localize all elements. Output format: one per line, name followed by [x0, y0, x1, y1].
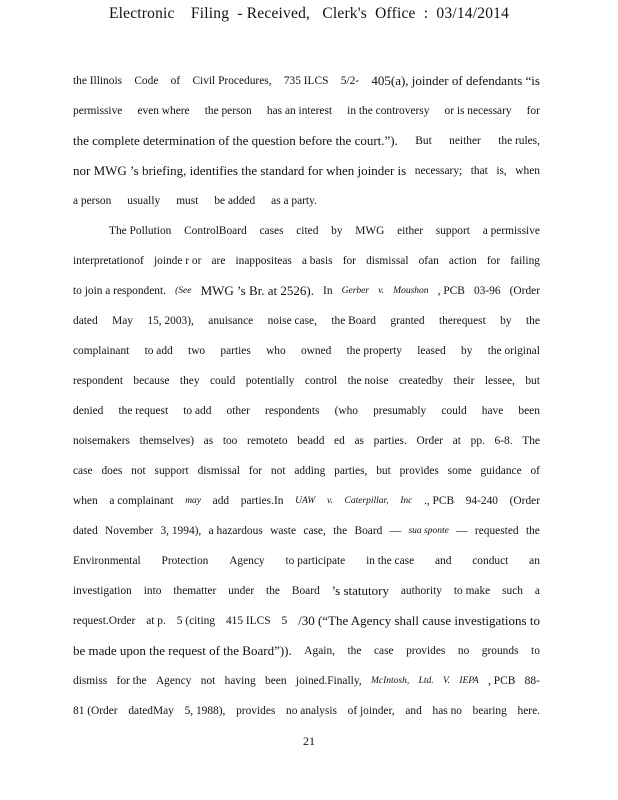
text-line: [73, 494, 540, 508]
text-run: not: [270, 465, 286, 477]
text-run: case: [373, 645, 394, 657]
text-run: thematter: [173, 585, 217, 597]
text-run: grounds: [481, 645, 519, 657]
text-line: [73, 584, 540, 598]
text-run: Civil Procedures,: [192, 75, 272, 87]
text-run: to participate: [285, 555, 346, 567]
text-run: In: [323, 285, 333, 297]
text-run: a basis: [301, 255, 333, 267]
text-run: as: [354, 435, 364, 447]
text-run: MWG ’s Br. at 2526).: [200, 283, 314, 298]
text-run: 3, 1994),: [160, 525, 202, 537]
text-run: support: [154, 465, 189, 477]
text-run: beadd: [297, 435, 325, 447]
text-run: is,: [496, 165, 507, 177]
text-run: the Board: [331, 315, 376, 327]
text-run: request.Order: [73, 615, 136, 627]
text-run: failing: [510, 255, 540, 267]
text-run: be made upon the request of the Board”)).: [73, 643, 292, 658]
text-line: [73, 104, 540, 118]
text-run: ., PCB: [424, 495, 455, 507]
text-run: for: [342, 255, 356, 267]
text-line: [73, 404, 540, 418]
text-line: [73, 644, 540, 658]
text-run: the noise: [347, 375, 389, 387]
text-run: the: [266, 585, 280, 597]
text-run: conduct: [472, 555, 509, 567]
text-run: to add: [183, 405, 212, 417]
text-run: ControlBoard: [184, 225, 247, 237]
text-run: 94-240: [465, 495, 498, 507]
text-run: some: [447, 465, 472, 477]
text-run: been: [265, 675, 287, 687]
text-run: into: [143, 585, 162, 597]
text-run: that: [470, 165, 488, 177]
text-run: not: [131, 465, 146, 477]
text-run: 15, 2003),: [147, 315, 194, 327]
text-run: as: [203, 435, 214, 447]
text-run: dismissal: [366, 255, 409, 267]
text-run: granted: [390, 315, 425, 327]
text-run: 735 ILCS: [283, 75, 329, 87]
text-run: owned: [300, 345, 332, 357]
text-run: no: [457, 645, 470, 657]
text-run: not: [200, 675, 216, 687]
text-run: to join a respondent.: [73, 285, 167, 297]
text-run: Agency: [155, 675, 192, 687]
text-run: they: [179, 375, 200, 387]
text-run: authority: [400, 585, 442, 597]
text-run: dated: [73, 525, 98, 537]
text-run: waste: [270, 525, 297, 537]
text-run: no analysis: [286, 705, 337, 717]
text-run: the property: [346, 345, 402, 357]
text-run: V.: [443, 676, 450, 686]
text-run: Protection: [161, 555, 209, 567]
text-run: remoteto: [247, 435, 288, 447]
text-run: permissive: [73, 105, 123, 117]
text-run: of: [170, 75, 181, 87]
text-run: 405(a), joinder of defendants “is: [371, 73, 540, 88]
text-run: parties.: [373, 435, 407, 447]
text-run: must: [176, 195, 199, 207]
text-run: a: [534, 585, 540, 597]
text-run: Inc: [400, 496, 413, 506]
text-run: McIntosh,: [370, 676, 410, 686]
text-run: 415 ILCS: [225, 615, 271, 627]
text-run: dated: [73, 315, 98, 327]
text-run: does: [101, 465, 123, 477]
text-run: either: [397, 225, 424, 237]
text-run: who: [266, 345, 286, 357]
text-run: cases: [259, 225, 284, 237]
text-line: [73, 614, 540, 628]
text-run: under: [228, 585, 255, 597]
text-run: are: [211, 255, 226, 267]
text-run: add: [212, 495, 230, 507]
text-run: necessary;: [414, 165, 463, 177]
text-run: bearing: [472, 705, 507, 717]
text-run: a person: [73, 195, 112, 207]
text-line: [73, 194, 540, 208]
text-run: by: [461, 345, 473, 357]
text-line: [73, 74, 540, 88]
text-line: [73, 524, 540, 538]
text-run: themselves): [139, 435, 194, 447]
text-run: an: [529, 555, 540, 567]
text-run: or is necessary: [444, 105, 512, 117]
text-run: investigation: [73, 585, 132, 597]
text-run: because: [133, 375, 170, 387]
text-run: their: [453, 375, 475, 387]
text-run: a complainant: [109, 495, 174, 507]
text-run: to add: [144, 345, 173, 357]
text-run: could: [209, 375, 236, 387]
text-run: createdby: [398, 375, 444, 387]
text-run: of joinder,: [347, 705, 395, 717]
text-line: [73, 344, 540, 358]
text-run: parties.In: [240, 495, 284, 507]
text-run: interpretationof: [73, 255, 144, 267]
filing-stamp-header: Electronic Filing - Received, Clerk's Office : 03/14/2014: [108, 5, 510, 22]
text-run: for the: [116, 675, 147, 687]
text-run: but: [376, 465, 391, 477]
text-run: Board: [291, 585, 320, 597]
text-line: [73, 164, 540, 178]
text-run: the Illinois: [73, 75, 123, 87]
text-run: here.: [517, 705, 540, 717]
text-run: v.: [326, 496, 333, 506]
text-run: (Order: [509, 495, 540, 507]
text-run: sua sponte: [408, 526, 449, 536]
text-run: when: [515, 165, 540, 177]
text-run: support: [435, 225, 470, 237]
text-run: dismissal: [197, 465, 240, 477]
text-run: at p.: [146, 615, 166, 627]
text-run: to make: [453, 585, 491, 597]
text-line: [73, 704, 540, 718]
text-run: by: [500, 315, 512, 327]
page-number: 21: [303, 734, 315, 748]
text-run: —: [456, 525, 468, 537]
text-run: in the case: [366, 555, 415, 567]
text-run: potentially: [245, 375, 295, 387]
text-line: [109, 224, 540, 238]
text-run: 6-8.: [494, 435, 513, 447]
text-run: May: [112, 315, 133, 327]
text-run: Code: [134, 75, 159, 87]
text-run: 5/2-: [340, 75, 360, 87]
text-run: case: [73, 465, 93, 477]
text-line: [73, 284, 540, 298]
text-run: neither: [449, 135, 481, 147]
text-run: having: [224, 675, 256, 687]
text-run: the: [347, 645, 362, 657]
text-run: joinde r or: [153, 255, 202, 267]
text-run: respondent: [73, 375, 123, 387]
text-run: v.: [378, 286, 385, 296]
text-line: [73, 554, 540, 568]
text-run: (Order: [509, 285, 540, 297]
text-line: [73, 674, 540, 688]
text-run: has no: [432, 705, 462, 717]
text-run: Again,: [304, 645, 335, 657]
text-run: the: [525, 525, 540, 537]
text-run: provides: [236, 705, 276, 717]
text-run: a hazardous: [208, 525, 263, 537]
text-run: the original: [487, 345, 540, 357]
text-run: to: [531, 645, 540, 657]
text-run: , PCB: [437, 285, 465, 297]
text-run: for: [526, 105, 540, 117]
text-run: /30 (“The Agency shall cause investigations to: [298, 613, 540, 628]
text-run: 5, 1988),: [184, 705, 226, 717]
text-run: 5: [281, 615, 288, 627]
text-run: (See: [175, 286, 192, 296]
text-run: noisemakers: [73, 435, 130, 447]
text-run: inappositeas: [235, 255, 292, 267]
text-line: [73, 134, 540, 148]
text-run: Environmental: [73, 555, 141, 567]
text-run: complainant: [73, 345, 130, 357]
text-run: provides: [406, 645, 446, 657]
text-run: of: [530, 465, 540, 477]
text-run: respondents: [265, 405, 320, 417]
text-run: , PCB: [488, 675, 516, 687]
text-run: the: [333, 525, 348, 537]
text-run: 81 (Order: [73, 705, 118, 717]
text-run: (who: [334, 405, 358, 417]
text-run: November: [105, 525, 154, 537]
text-run: and: [434, 555, 452, 567]
text-run: ed: [334, 435, 345, 447]
text-run: at: [452, 435, 461, 447]
text-run: provides: [399, 465, 439, 477]
text-line: [73, 314, 540, 328]
text-run: by: [331, 225, 343, 237]
text-run: UAW: [295, 496, 316, 506]
text-run: dismiss: [73, 675, 108, 687]
text-run: nor MWG ’s briefing, identifies the standard for when joinder is: [73, 163, 407, 178]
text-run: the: [525, 315, 540, 327]
text-run: for: [486, 255, 501, 267]
text-run: datedMay: [128, 705, 174, 717]
text-run: 5 (citing: [176, 615, 216, 627]
text-run: IEPA: [459, 676, 479, 686]
text-line: [73, 254, 540, 268]
text-run: cited: [296, 225, 319, 237]
text-run: adding: [294, 465, 326, 477]
text-run: a permissive: [482, 225, 540, 237]
text-run: may: [185, 496, 202, 506]
text-run: but: [525, 375, 540, 387]
text-run: such: [502, 585, 523, 597]
text-run: The Pollution: [109, 225, 172, 237]
text-run: 88-: [524, 675, 540, 687]
text-run: leased: [417, 345, 446, 357]
text-line: [73, 434, 540, 448]
text-run: Gerber: [341, 286, 370, 296]
text-run: been: [518, 405, 540, 417]
text-run: Caterpillar,: [344, 496, 389, 506]
text-run: the person: [204, 105, 252, 117]
text-run: and: [405, 705, 422, 717]
text-run: the request: [118, 405, 169, 417]
text-run: as a party.: [271, 195, 317, 207]
text-run: The: [522, 435, 540, 447]
text-run: the complete determination of the question before the court.”).: [73, 133, 398, 148]
text-line: [73, 464, 540, 478]
text-run: pp.: [470, 435, 485, 447]
text-run: anuisance: [208, 315, 254, 327]
text-run: other: [226, 405, 250, 417]
text-run: case,: [303, 525, 326, 537]
text-run: Board: [354, 525, 383, 537]
text-run: parties,: [334, 465, 368, 477]
text-run: too: [222, 435, 238, 447]
text-run: noise case,: [267, 315, 317, 327]
text-run: action: [448, 255, 477, 267]
text-run: ofan: [418, 255, 439, 267]
text-run: has an interest: [266, 105, 333, 117]
text-run: the rules,: [498, 135, 540, 147]
text-run: 03-96: [473, 285, 501, 297]
text-run: usually: [127, 195, 161, 207]
text-run: be added: [214, 195, 256, 207]
text-run: control: [304, 375, 338, 387]
text-run: parties: [220, 345, 251, 357]
text-run: MWG: [355, 225, 385, 237]
text-run: ’s statutory: [331, 583, 389, 598]
text-run: Order: [416, 435, 444, 447]
text-run: —: [389, 525, 402, 537]
text-run: requested: [474, 525, 519, 537]
text-run: in the controversy: [347, 105, 430, 117]
text-run: two: [188, 345, 206, 357]
text-run: joined.Finally,: [295, 675, 362, 687]
text-run: But: [415, 135, 432, 147]
text-run: Agency: [229, 555, 265, 567]
text-run: Moushon: [393, 286, 429, 296]
text-run: guidance: [480, 465, 522, 477]
text-run: when: [73, 495, 98, 507]
text-run: could: [441, 405, 467, 417]
text-line: [73, 374, 540, 388]
text-run: even where: [137, 105, 190, 117]
text-run: therequest: [438, 315, 486, 327]
text-run: presumably: [373, 405, 427, 417]
text-run: have: [481, 405, 504, 417]
text-run: denied: [73, 405, 104, 417]
text-run: Ltd.: [418, 676, 434, 686]
text-run: for: [248, 465, 263, 477]
text-run: lessee,: [484, 375, 515, 387]
